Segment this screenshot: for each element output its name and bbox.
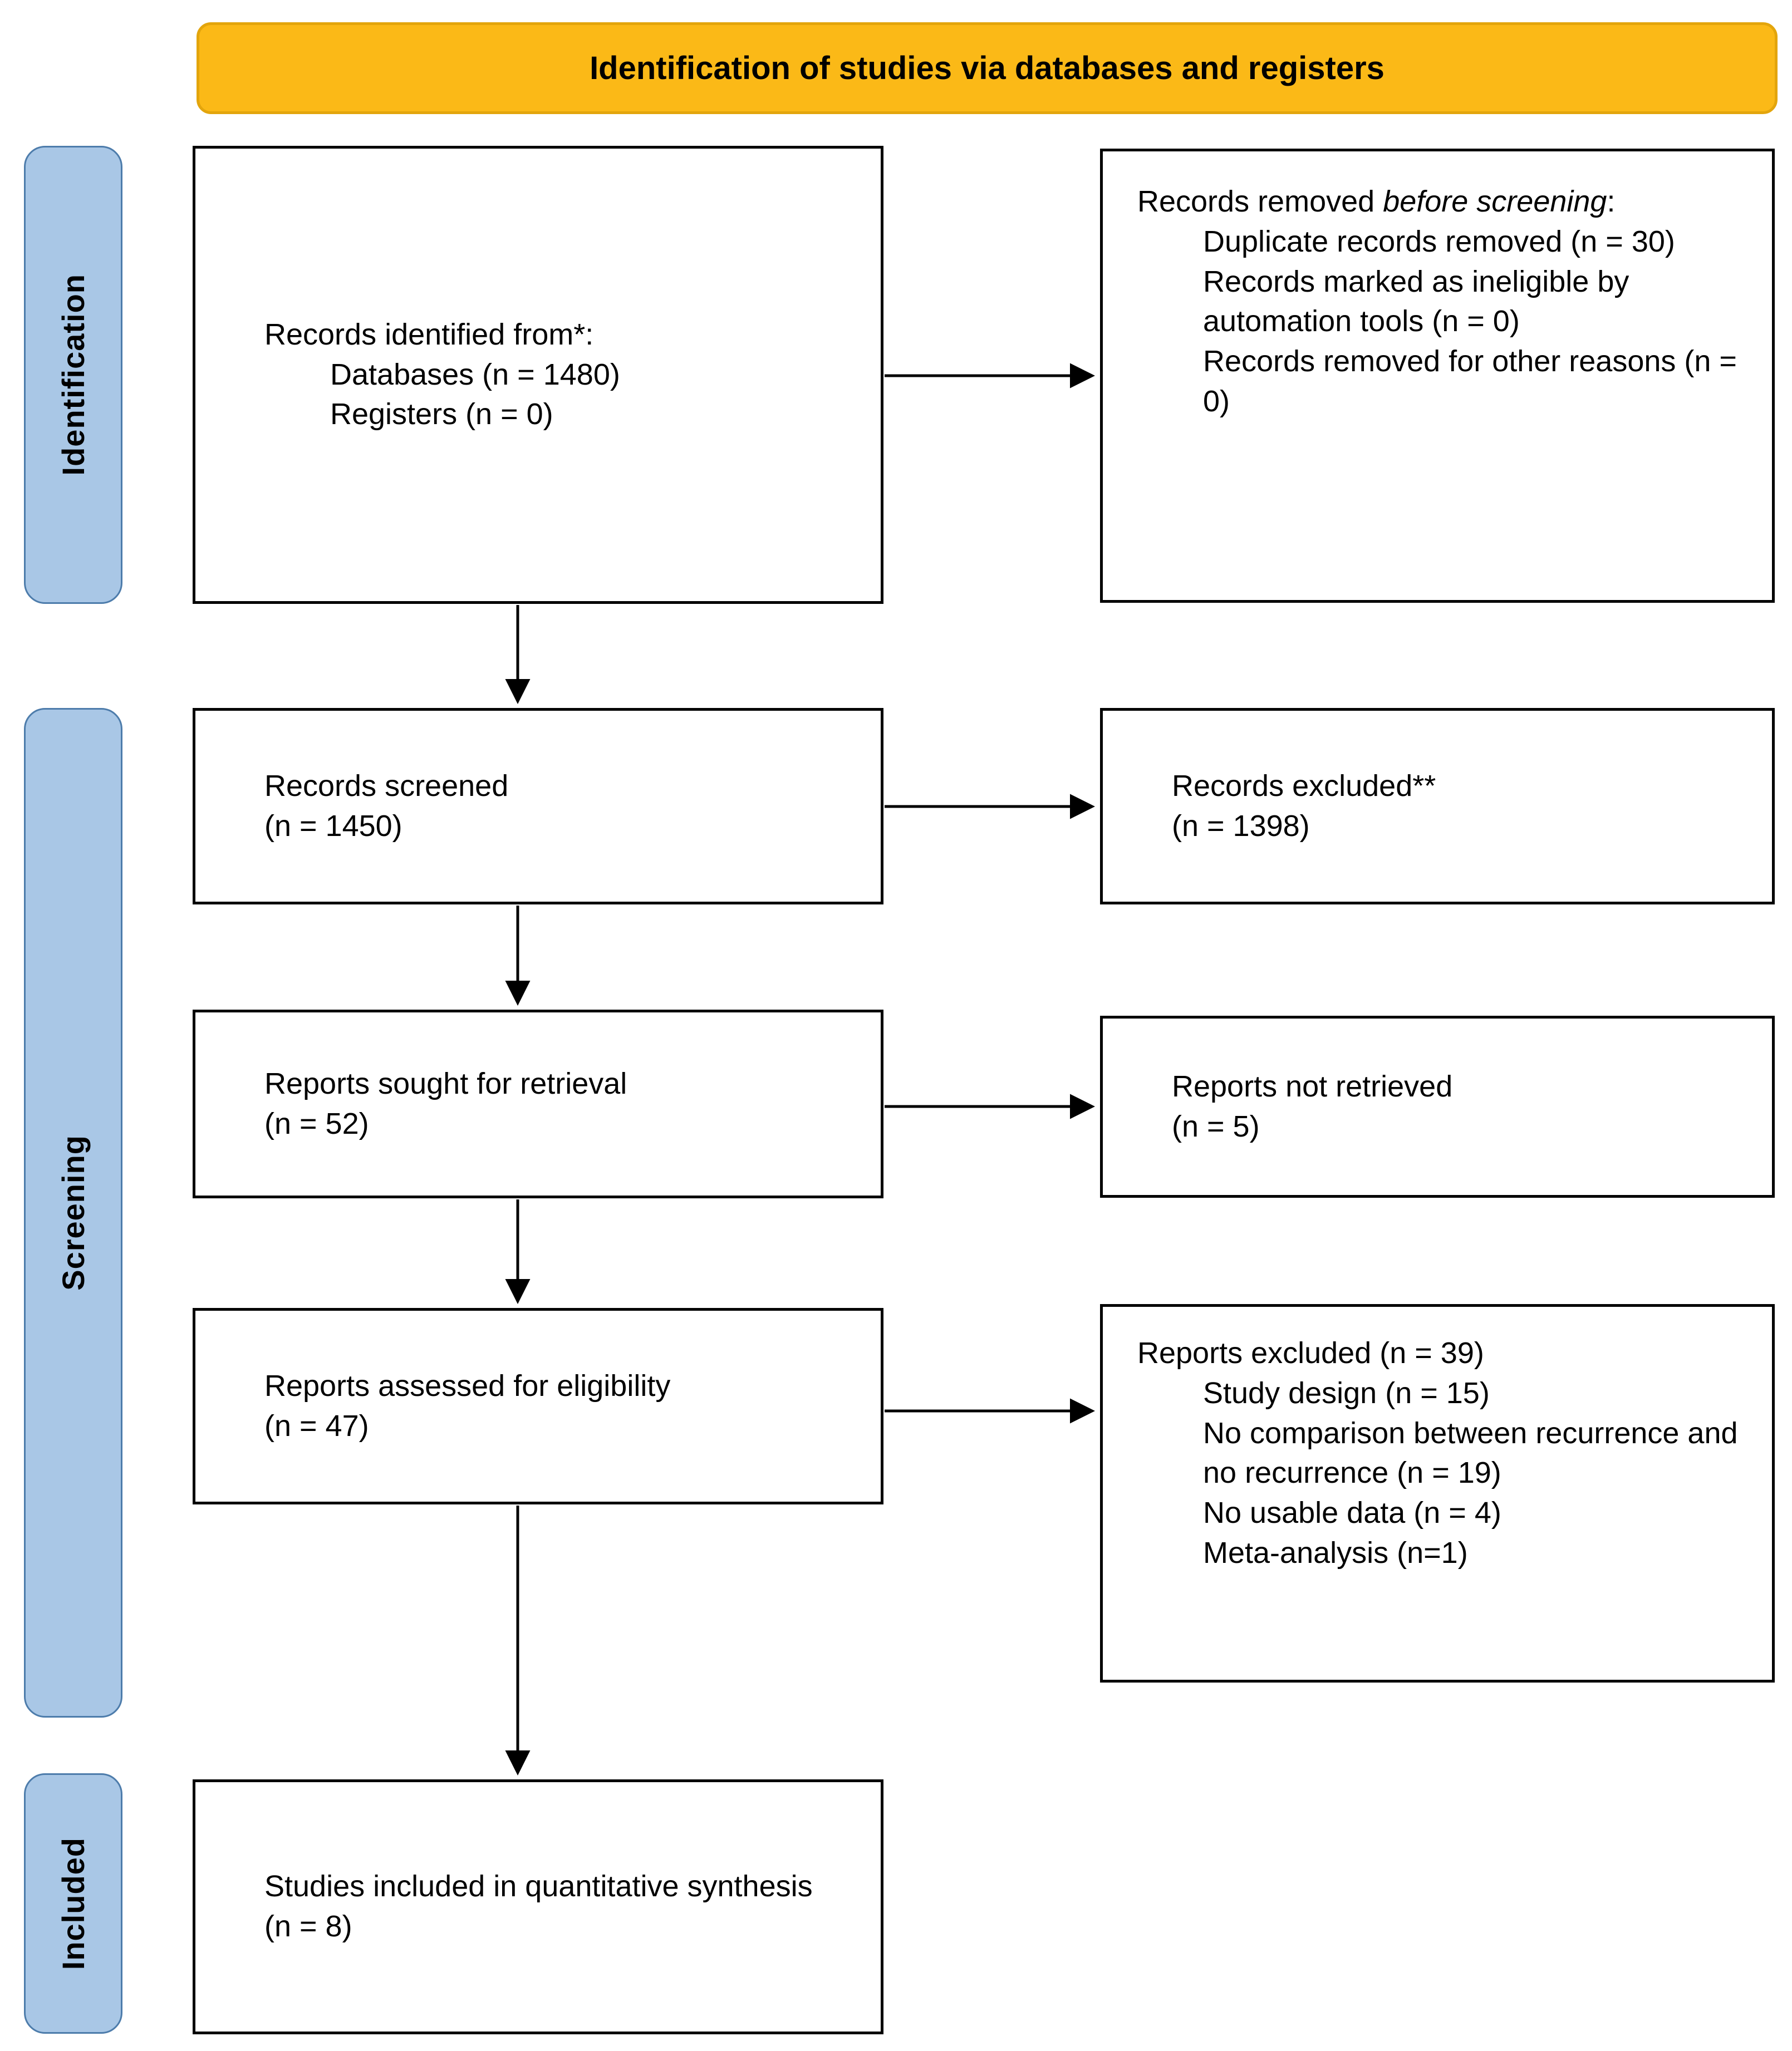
- stage-label-included: [24, 1773, 122, 2034]
- records-screened-text: [230, 766, 536, 847]
- records-excluded-line2: (n = 1398): [1172, 809, 1310, 843]
- records-identified-text: [230, 315, 648, 435]
- records-excluded-line1: Records excluded**: [1172, 769, 1436, 803]
- stage-screening-text: Screening: [56, 1135, 91, 1291]
- records-removed-heading: [1137, 182, 1744, 222]
- reports-sought-line1: Reports sought for retrieval: [264, 1066, 627, 1100]
- records-removed-heading-italic: before screening: [1383, 185, 1607, 218]
- header-banner: [197, 22, 1778, 114]
- header-title: Identification of studies via databases and registers: [590, 50, 1384, 86]
- reports-not-retrieved-text: [1137, 1067, 1480, 1147]
- box-records-identified: [193, 146, 883, 604]
- reports-sought-text: [230, 1064, 655, 1144]
- box-reports-not-retrieved: [1100, 1016, 1775, 1198]
- records-identified-title: Records identified from*:: [264, 317, 594, 351]
- box-reports-excluded: [1100, 1304, 1775, 1683]
- reports-excluded-item-no-usable-data: No usable data (n = 4): [1203, 1496, 1501, 1530]
- reports-assessed-line2: (n = 47): [264, 1409, 369, 1443]
- records-removed-item-other: Records removed for other reasons (n = 0): [1203, 345, 1737, 419]
- box-reports-sought: [193, 1010, 883, 1198]
- studies-included-line1: Studies included in quantitative synthesis: [264, 1870, 813, 1904]
- box-records-removed: [1100, 149, 1775, 603]
- records-excluded-text: [1137, 766, 1464, 847]
- stage-label-identification: [24, 146, 122, 604]
- records-removed-item-automation: Records marked as ineligible by automation tools (n = 0): [1203, 264, 1629, 338]
- studies-included-text: [230, 1867, 841, 1947]
- records-screened-line2: (n = 1450): [264, 809, 402, 843]
- stage-identification-text: Identification: [56, 274, 91, 476]
- reports-not-retrieved-line2: (n = 5): [1172, 1109, 1260, 1143]
- reports-excluded-item-no-comparison: No comparison between recurrence and no recurrence (n = 19): [1203, 1416, 1738, 1490]
- stage-included-text: Included: [56, 1837, 91, 1970]
- reports-sought-line2: (n = 52): [264, 1106, 369, 1140]
- records-identified-item-registers: Registers (n = 0): [330, 397, 553, 431]
- reports-excluded-item-meta-analysis: Meta-analysis (n=1): [1203, 1536, 1468, 1570]
- studies-included-line2: (n = 8): [264, 1910, 352, 1943]
- box-studies-included: [193, 1779, 883, 2034]
- reports-assessed-line1: Reports assessed for eligibility: [264, 1369, 671, 1403]
- records-screened-line1: Records screened: [264, 769, 509, 803]
- records-removed-item-duplicates: Duplicate records removed (n = 30): [1203, 224, 1675, 258]
- stage-label-screening: [24, 708, 122, 1718]
- reports-excluded-item-study-design: Study design (n = 15): [1203, 1376, 1490, 1410]
- box-records-excluded: [1100, 708, 1775, 904]
- records-removed-heading-suffix: :: [1607, 185, 1616, 218]
- box-reports-assessed: [193, 1308, 883, 1504]
- records-identified-item-databases: Databases (n = 1480): [330, 357, 620, 391]
- reports-assessed-text: [230, 1366, 698, 1447]
- reports-excluded-heading: Reports excluded (n = 39): [1137, 1336, 1484, 1370]
- records-removed-heading-prefix: Records removed: [1137, 185, 1383, 218]
- box-records-screened: [193, 708, 883, 904]
- reports-not-retrieved-line1: Reports not retrieved: [1172, 1069, 1453, 1103]
